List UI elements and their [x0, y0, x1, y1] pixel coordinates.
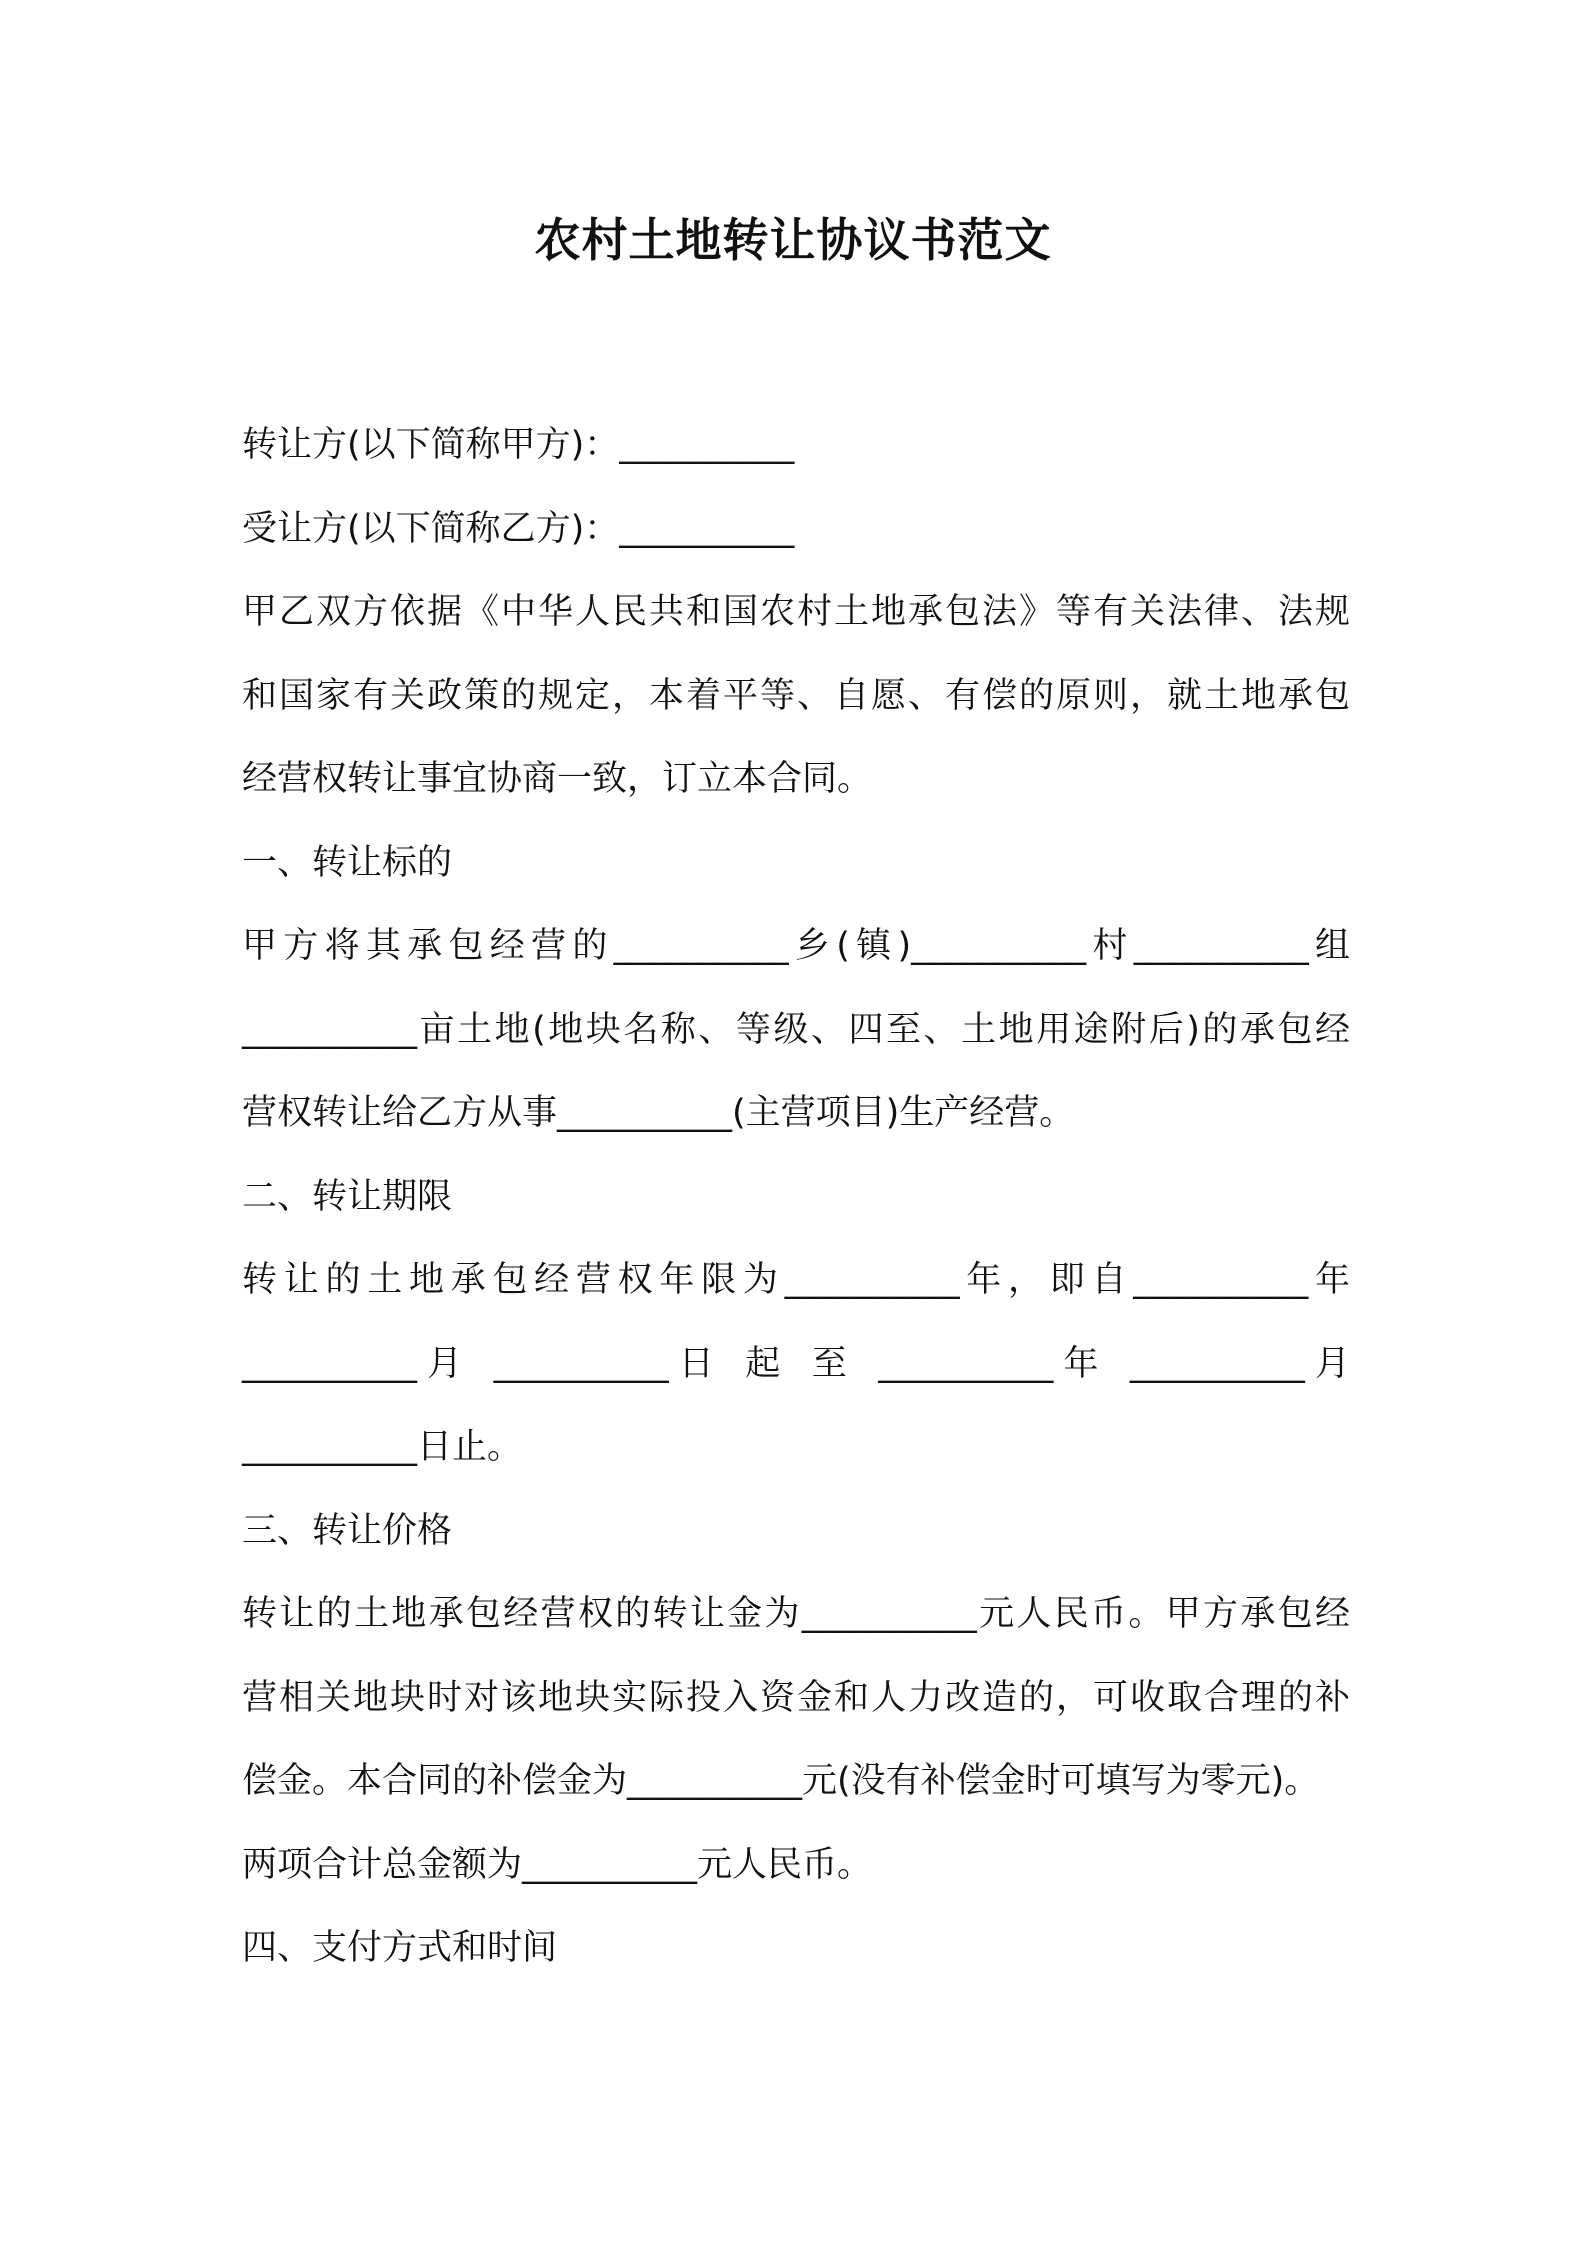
section-1-line-3: 营权转让给乙方从事__________(主营项目)生产经营。 [242, 1093, 1075, 1133]
party-b-line: 受让方(以下简称乙方)：__________ [242, 508, 795, 549]
section-2-line-2: __________月 __________日 起 至 __________年 __________月 [242, 1343, 1350, 1384]
section-2-heading: 二、转让期限 [242, 1176, 453, 1217]
document-title: 农村土地转让协议书范文 [534, 213, 1052, 267]
preamble-line-1: 甲乙双方依据《中华人民共和国农村土地承包法》等有关法律、法规 [242, 592, 1350, 632]
section-1-heading: 一、转让标的 [242, 842, 453, 883]
section-3-line-4: 两项合计总金额为__________元人民币。 [242, 1844, 873, 1885]
section-4-heading: 四、支付方式和时间 [242, 1928, 558, 1968]
section-2-line-3: __________日止。 [242, 1427, 523, 1467]
party-a-line: 转让方(以下简称甲方)：__________ [242, 425, 795, 465]
section-3-line-3: 偿金。本合同的补偿金为__________元(没有补偿金时可填写为零元)。 [242, 1761, 1320, 1801]
section-3-heading: 三、转让价格 [242, 1510, 453, 1551]
section-1-line-1: 甲方将其承包经营的__________乡(镇)__________村__________组 [242, 926, 1350, 966]
preamble-line-2: 和国家有关政策的规定，本着平等、自愿、有偿的原则，就土地承包 [242, 675, 1350, 716]
section-1-line-2: __________亩土地(地块名称、等级、四至、土地用途附后)的承包经 [242, 1009, 1350, 1050]
section-2-line-1: 转让的土地承包经营权年限为__________年，即自__________年 [242, 1260, 1350, 1300]
preamble-line-3: 经营权转让事宜协商一致，订立本合同。 [242, 759, 873, 799]
section-3-line-1: 转让的土地承包经营权的转让金为__________元人民币。甲方承包经 [242, 1594, 1350, 1634]
section-3-line-2: 营相关地块时对该地块实际投入资金和人力改造的，可收取合理的补 [242, 1677, 1350, 1718]
document-body [242, 404, 1350, 1991]
